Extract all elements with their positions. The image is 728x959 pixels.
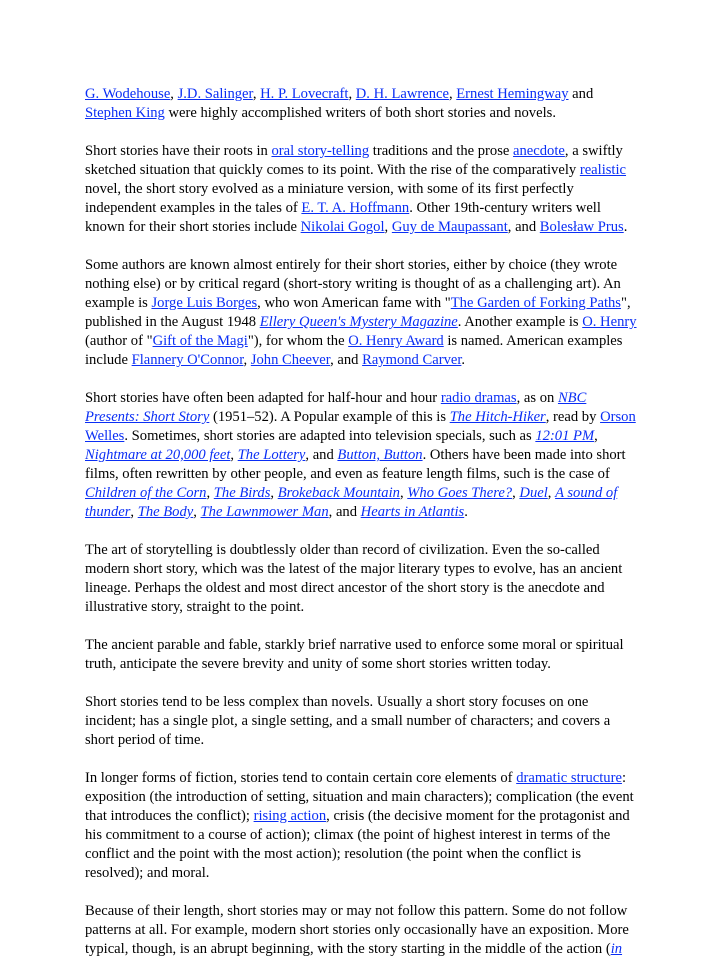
link-the-lottery[interactable]: The Lottery	[237, 447, 306, 463]
paragraph-text: , and	[305, 447, 338, 463]
link-a-sound-of-thunder[interactable]: A sound of thunder	[85, 485, 618, 520]
link-the-birds[interactable]: The Birds	[213, 485, 271, 501]
paragraph-text: ,	[193, 504, 201, 520]
link-button-button[interactable]: Button, Button	[337, 447, 423, 463]
paragraph-text: .	[623, 219, 628, 235]
paragraph-3	[85, 256, 641, 370]
paragraph-text: Because of their length, short stories may or may not follow this pattern. Some do not follow patterns at all. For example, modern short stories only occasionally have an exposition. More typical, though, is an abrupt beginning, with the story starting in the middle of the action (	[85, 903, 629, 957]
paragraph-2	[85, 142, 641, 237]
link-boles-aw-prus[interactable]: Bolesław Prus	[539, 219, 624, 235]
paragraph-text: . Another example is	[457, 314, 583, 330]
paragraph-text: , and	[330, 352, 363, 368]
paragraph-text: , who won American fame with "	[257, 295, 451, 311]
paragraph-text: ,	[448, 86, 457, 102]
paragraph-text: The ancient parable and fable, starkly brief narrative used to enforce some moral or spiritual truth, anticipate the severe brevity and unity of some short stories written today.	[85, 637, 624, 672]
paragraph-text: ,	[348, 86, 356, 102]
paragraph-text: were highly accomplished writers of both short stories and novels.	[164, 105, 556, 121]
document-body	[85, 85, 641, 959]
paragraph-text: traditions and the prose	[369, 143, 514, 159]
paragraph-text: Short stories have often been adapted for half-hour and hour	[85, 390, 441, 406]
paragraph-text: "), for whom the	[247, 333, 349, 349]
link-children-of-the-corn[interactable]: Children of the Corn	[85, 485, 207, 501]
paragraph-text: ,	[230, 447, 238, 463]
paragraph-text: Short stories tend to be less complex than novels. Usually a short story focuses on one incident; has a single plot, a single setting, and a small number of characters; and covers a short period of time.	[85, 694, 611, 748]
paragraph-text: ,	[206, 485, 214, 501]
link-12-01-pm[interactable]: 12:01 PM	[535, 428, 595, 444]
link-stephen-king[interactable]: Stephen King	[85, 105, 165, 121]
link-guy-de-maupassant[interactable]: Guy de Maupassant	[391, 219, 508, 235]
paragraph-text: , and	[507, 219, 540, 235]
link-d-h-lawrence[interactable]: D. H. Lawrence	[355, 86, 449, 102]
link-realistic[interactable]: realistic	[579, 162, 627, 178]
link-jorge-luis-borges[interactable]: Jorge Luis Borges	[151, 295, 258, 311]
paragraph-text: , read by	[545, 409, 601, 425]
paragraph-text: .	[464, 504, 468, 520]
paragraph-text: novel, the short story evolved as a miniature version, with some of its first perfectly independent examples in the tales of	[85, 181, 574, 216]
paragraph-7	[85, 693, 641, 750]
link-o-henry-award[interactable]: O. Henry Award	[348, 333, 444, 349]
link-orson-welles[interactable]: Orson Welles	[85, 409, 636, 444]
link-the-hitch-hiker[interactable]: The Hitch-Hiker	[449, 409, 546, 425]
link-o-henry[interactable]: O. Henry	[582, 314, 637, 330]
paragraph-text: (1951–52). A Popular example of this is	[209, 409, 450, 425]
link-g-wodehouse[interactable]: G. Wodehouse	[85, 86, 171, 102]
paragraph-text: , and	[328, 504, 361, 520]
link-oral-story-telling[interactable]: oral story-telling	[271, 143, 370, 159]
paragraph-text: ,	[252, 86, 261, 102]
link-flannery-o-connor[interactable]: Flannery O'Connor	[131, 352, 244, 368]
link-nbc-presents-short-story[interactable]: NBC Presents: Short Story	[85, 390, 587, 425]
link-in[interactable]: in	[610, 941, 623, 957]
paragraph-text: and	[568, 86, 594, 102]
link-ellery-queen-s-mystery-magazine[interactable]: Ellery Queen's Mystery Magazine	[259, 314, 458, 330]
paragraph-text: ,	[547, 485, 556, 501]
paragraph-text: ,	[384, 219, 392, 235]
paragraph-4	[85, 389, 641, 522]
paragraph-text: ,	[243, 352, 251, 368]
link-the-garden-of-forking-paths[interactable]: The Garden of Forking Paths	[450, 295, 621, 311]
paragraph-text: . Others have been made into short films, often rewritten by other people, and even as feature length films, such is the case of	[85, 447, 626, 482]
paragraph-1	[85, 85, 641, 123]
paragraph-text: , as on	[516, 390, 558, 406]
paragraph-text: The art of storytelling is doubtlessly older than record of civilization. Even the so-called modern short story, which was the latest of the major literary types to evolve, has an ancient lineage. Perhaps the oldest and most direct ancestor of the short story is the anecdote and illustrative story, straight to the point.	[85, 542, 623, 615]
paragraph-text: Some authors are known almost entirely for their short stories, either by choice (they wrote nothing else) or by critical regard (short-story writing is thought of as a challenging art). An example is	[85, 257, 621, 311]
paragraph-5	[85, 541, 641, 617]
link-rising-action[interactable]: rising action	[253, 808, 327, 824]
link-j-d-salinger[interactable]: J.D. Salinger	[177, 86, 253, 102]
link-the-lawnmower-man[interactable]: The Lawnmower Man	[200, 504, 329, 520]
link-the-body[interactable]: The Body	[137, 504, 194, 520]
paragraph-text: ,	[399, 485, 408, 501]
link-nightmare-at-20-000-feet[interactable]: Nightmare at 20,000 feet	[85, 447, 231, 463]
link-john-cheever[interactable]: John Cheever	[250, 352, 331, 368]
link-nikolai-gogol[interactable]: Nikolai Gogol	[300, 219, 385, 235]
paragraph-text: ", published in the August 1948	[85, 295, 631, 330]
paragraph-text: ,	[130, 504, 138, 520]
link-raymond-carver[interactable]: Raymond Carver	[362, 352, 462, 368]
paragraph-8	[85, 769, 641, 883]
link-brokeback-mountain[interactable]: Brokeback Mountain	[277, 485, 400, 501]
paragraph-text: (author of "	[85, 333, 153, 349]
paragraph-text: , crisis (the decisive moment for the protagonist and his commitment to a course of action); climax (the point of highest interest in terms of the conflict and the point with the most action); resolution (the point when the conflict is resolved); and moral.	[85, 808, 630, 881]
link-hearts-in-atlantis[interactable]: Hearts in Atlantis	[360, 504, 465, 520]
paragraph-text: ,	[170, 86, 178, 102]
link-radio-dramas[interactable]: radio dramas	[440, 390, 517, 406]
link-anecdote[interactable]: anecdote	[513, 143, 565, 159]
link-duel[interactable]: Duel	[519, 485, 548, 501]
link-gift-of-the-magi[interactable]: Gift of the Magi	[152, 333, 248, 349]
paragraph-text: In longer forms of fiction, stories tend to contain certain core elements of	[85, 770, 517, 786]
link-h-p-lovecraft[interactable]: H. P. Lovecraft	[260, 86, 349, 102]
paragraph-6	[85, 636, 641, 674]
paragraph-text: : exposition (the introduction of setting, situation and main characters); complication (the event that introduces the conflict);	[85, 770, 634, 824]
paragraph-9	[85, 902, 641, 959]
link-dramatic-structure[interactable]: dramatic structure	[516, 770, 622, 786]
paragraph-text: . Other 19th-century writers well known for their short stories include	[85, 200, 601, 235]
paragraph-text: ,	[512, 485, 520, 501]
link-e-t-a-hoffmann[interactable]: E. T. A. Hoffmann	[301, 200, 410, 216]
paragraph-text: ,	[270, 485, 278, 501]
paragraph-text: ,	[594, 428, 598, 444]
paragraph-text: . Sometimes, short stories are adapted into television specials, such as	[124, 428, 536, 444]
paragraph-text: .	[461, 352, 466, 368]
paragraph-text: , a swiftly sketched situation that quickly comes to its point. With the rise of the comparatively	[85, 143, 623, 178]
link-ernest-hemingway[interactable]: Ernest Hemingway	[456, 86, 569, 102]
link-who-goes-there[interactable]: Who Goes There?	[407, 485, 513, 501]
paragraph-text: Short stories have their roots in	[85, 143, 272, 159]
paragraph-text: is named. American examples include	[85, 333, 623, 368]
